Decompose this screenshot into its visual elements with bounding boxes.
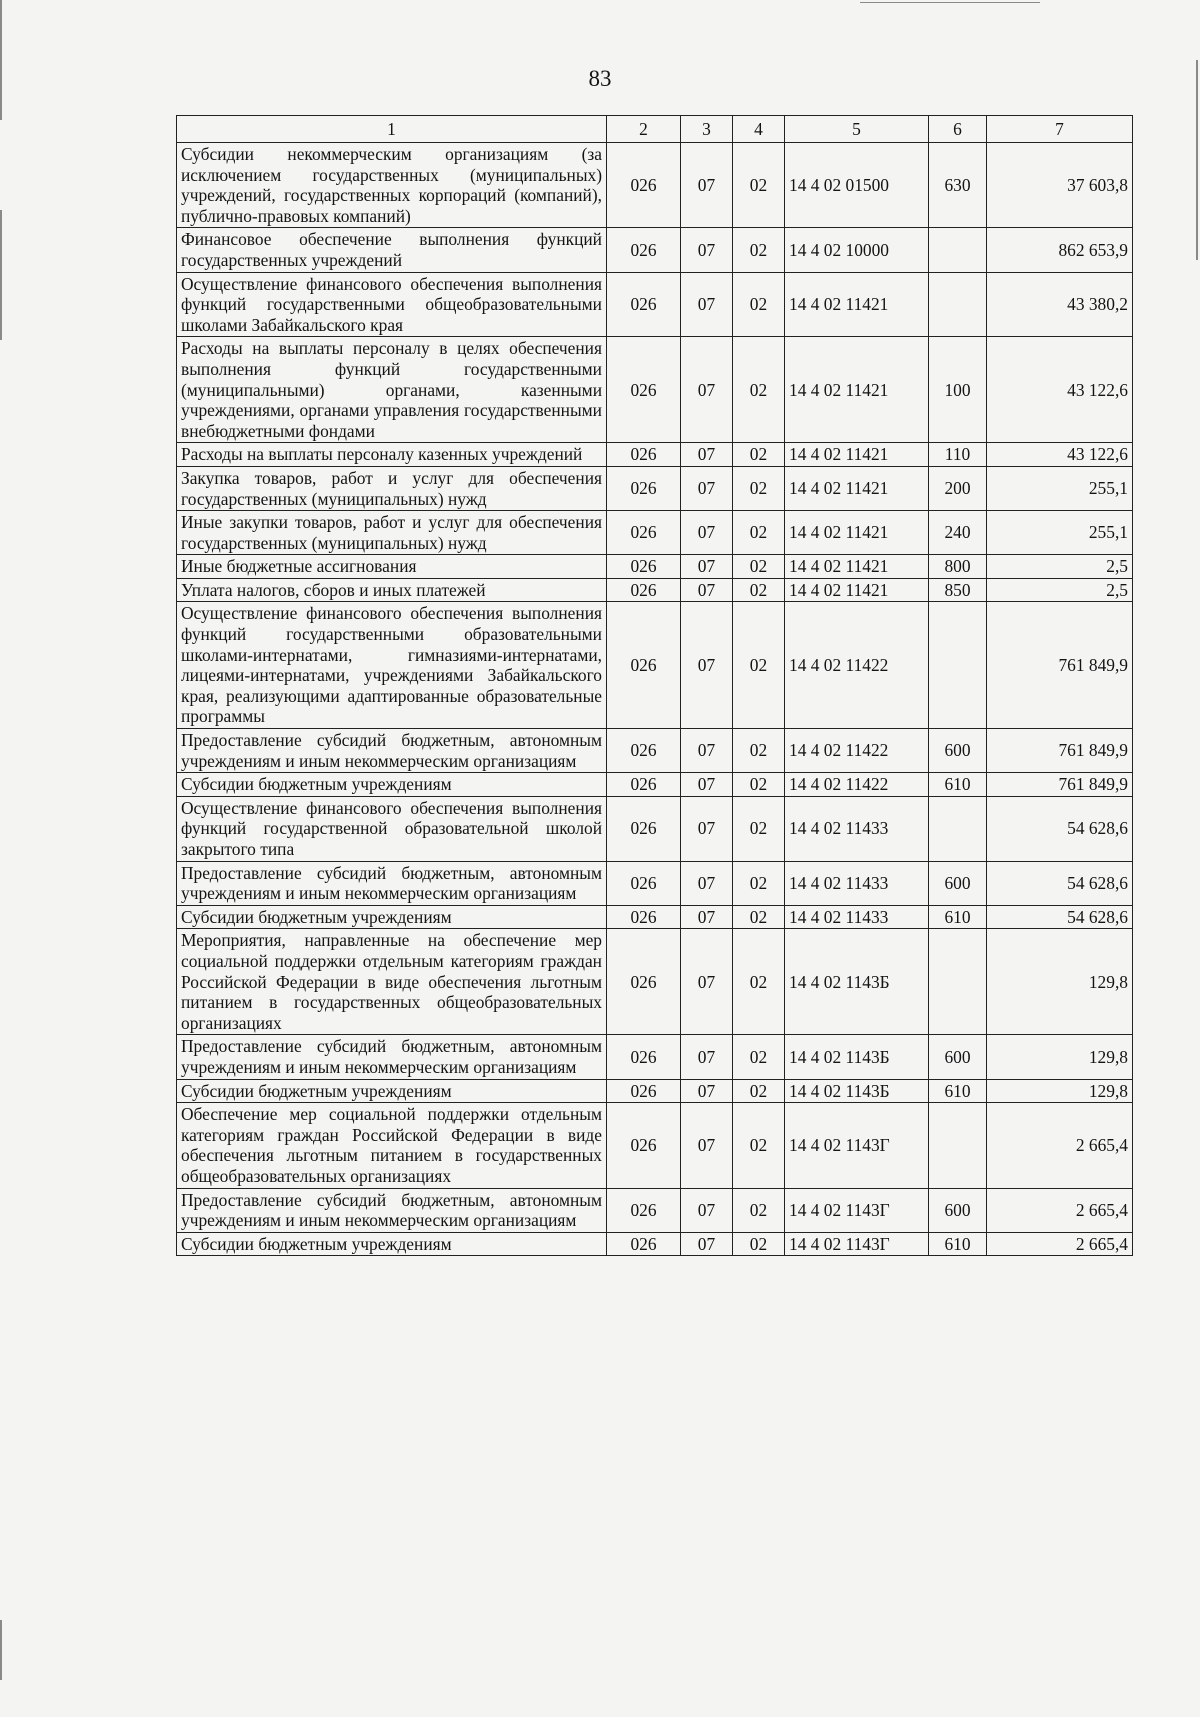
row-description: Предоставление субсидий бюджетным, автономным учреждениям и иным некоммерческим организациям — [177, 861, 607, 905]
table-row — [177, 555, 1133, 579]
target-article-code: 14 4 02 1143Г — [785, 1232, 929, 1256]
row-description: Осуществление финансового обеспечения выполнения функций государственными образовательными школами-интернатами, гимназиями-интернатами, лицеями-интернатами, учреждениями Забайкальского края, реализующими адаптированные образовательные программы — [177, 602, 607, 729]
expense-type-code: 800 — [929, 555, 987, 579]
row-description: Мероприятия, направленные на обеспечение мер социальной поддержки отдельным категориям граждан Российской Федерации в виде обеспечения льготным питанием в государственных общеобразовательных организациях — [177, 929, 607, 1035]
scan-edge-mark — [0, 210, 2, 340]
expense-type-code — [929, 602, 987, 729]
table-row — [177, 1188, 1133, 1232]
section-code: 07 — [681, 905, 733, 929]
ministry-code: 026 — [607, 905, 681, 929]
table-row — [177, 466, 1133, 510]
section-code: 07 — [681, 929, 733, 1035]
amount: 43 122,6 — [987, 443, 1133, 467]
amount: 761 849,9 — [987, 729, 1133, 773]
ministry-code: 026 — [607, 443, 681, 467]
row-description: Расходы на выплаты персоналу казенных учреждений — [177, 443, 607, 467]
table-row — [177, 1079, 1133, 1103]
expense-type-code — [929, 1103, 987, 1188]
subsection-code: 02 — [733, 1035, 785, 1079]
target-article-code: 14 4 02 11421 — [785, 272, 929, 337]
expense-type-code: 610 — [929, 1232, 987, 1256]
ministry-code: 026 — [607, 1232, 681, 1256]
amount: 862 653,9 — [987, 228, 1133, 272]
amount: 129,8 — [987, 1035, 1133, 1079]
row-description: Расходы на выплаты персоналу в целях обеспечения выполнения функций государственными (муниципальными) органами, казенными учреждениями, органами управления государственными внебюджетными фондами — [177, 337, 607, 443]
column-header: 5 — [785, 116, 929, 143]
target-article-code: 14 4 02 11433 — [785, 861, 929, 905]
expense-type-code: 610 — [929, 773, 987, 797]
amount: 2 665,4 — [987, 1188, 1133, 1232]
row-description: Уплата налогов, сборов и иных платежей — [177, 578, 607, 602]
target-article-code: 14 4 02 11422 — [785, 729, 929, 773]
ministry-code: 026 — [607, 143, 681, 228]
ministry-code: 026 — [607, 555, 681, 579]
row-description: Финансовое обеспечение выполнения функций государственных учреждений — [177, 228, 607, 272]
expense-type-code: 850 — [929, 578, 987, 602]
subsection-code: 02 — [733, 1079, 785, 1103]
subsection-code: 02 — [733, 773, 785, 797]
row-description: Закупка товаров, работ и услуг для обеспечения государственных (муниципальных) нужд — [177, 466, 607, 510]
table-row — [177, 337, 1133, 443]
row-description: Субсидии некоммерческим организациям (за исключением государственных (муниципальных) учреждений, государственных корпораций (компаний), публично-правовых компаний) — [177, 143, 607, 228]
expense-type-code — [929, 228, 987, 272]
subsection-code: 02 — [733, 511, 785, 555]
target-article-code: 14 4 02 11421 — [785, 578, 929, 602]
scan-edge-mark — [0, 0, 2, 120]
amount: 37 603,8 — [987, 143, 1133, 228]
amount: 761 849,9 — [987, 602, 1133, 729]
section-code: 07 — [681, 443, 733, 467]
expense-type-code: 200 — [929, 466, 987, 510]
ministry-code: 026 — [607, 861, 681, 905]
expense-type-code: 630 — [929, 143, 987, 228]
column-header: 1 — [177, 116, 607, 143]
amount: 255,1 — [987, 466, 1133, 510]
ministry-code: 026 — [607, 929, 681, 1035]
expense-type-code: 110 — [929, 443, 987, 467]
amount: 129,8 — [987, 929, 1133, 1035]
target-article-code: 14 4 02 11421 — [785, 466, 929, 510]
table-row — [177, 602, 1133, 729]
amount: 129,8 — [987, 1079, 1133, 1103]
target-article-code: 14 4 02 11433 — [785, 905, 929, 929]
expense-type-code: 100 — [929, 337, 987, 443]
amount: 2 665,4 — [987, 1232, 1133, 1256]
ministry-code: 026 — [607, 1079, 681, 1103]
row-description: Предоставление субсидий бюджетным, автономным учреждениям и иным некоммерческим организациям — [177, 1188, 607, 1232]
table-row — [177, 729, 1133, 773]
amount: 43 122,6 — [987, 337, 1133, 443]
ministry-code: 026 — [607, 466, 681, 510]
table-row — [177, 861, 1133, 905]
row-description: Предоставление субсидий бюджетным, автономным учреждениям и иным некоммерческим организациям — [177, 729, 607, 773]
amount: 54 628,6 — [987, 905, 1133, 929]
ministry-code: 026 — [607, 228, 681, 272]
subsection-code: 02 — [733, 466, 785, 510]
ministry-code: 026 — [607, 1188, 681, 1232]
row-description: Субсидии бюджетным учреждениям — [177, 773, 607, 797]
subsection-code: 02 — [733, 729, 785, 773]
subsection-code: 02 — [733, 143, 785, 228]
subsection-code: 02 — [733, 272, 785, 337]
subsection-code: 02 — [733, 1232, 785, 1256]
column-header: 3 — [681, 116, 733, 143]
target-article-code: 14 4 02 11421 — [785, 337, 929, 443]
row-description: Субсидии бюджетным учреждениям — [177, 1079, 607, 1103]
target-article-code: 14 4 02 1143Б — [785, 1035, 929, 1079]
target-article-code: 14 4 02 11433 — [785, 796, 929, 861]
table-row — [177, 272, 1133, 337]
section-code: 07 — [681, 602, 733, 729]
amount: 2,5 — [987, 578, 1133, 602]
ministry-code: 026 — [607, 1035, 681, 1079]
subsection-code: 02 — [733, 443, 785, 467]
row-description: Предоставление субсидий бюджетным, автономным учреждениям и иным некоммерческим организациям — [177, 1035, 607, 1079]
section-code: 07 — [681, 228, 733, 272]
subsection-code: 02 — [733, 228, 785, 272]
column-header: 2 — [607, 116, 681, 143]
row-description: Осуществление финансового обеспечения выполнения функций государственными общеобразовательными школами Забайкальского края — [177, 272, 607, 337]
amount: 761 849,9 — [987, 773, 1133, 797]
section-code: 07 — [681, 1103, 733, 1188]
section-code: 07 — [681, 1232, 733, 1256]
subsection-code: 02 — [733, 1188, 785, 1232]
target-article-code: 14 4 02 11421 — [785, 555, 929, 579]
ministry-code: 026 — [607, 1103, 681, 1188]
table-row — [177, 511, 1133, 555]
section-code: 07 — [681, 1079, 733, 1103]
subsection-code: 02 — [733, 796, 785, 861]
page-number: 83 — [588, 66, 612, 91]
target-article-code: 14 4 02 10000 — [785, 228, 929, 272]
row-description: Осуществление финансового обеспечения выполнения функций государственной образовательной школой закрытого типа — [177, 796, 607, 861]
section-code: 07 — [681, 578, 733, 602]
expense-type-code — [929, 796, 987, 861]
section-code: 07 — [681, 1035, 733, 1079]
ministry-code: 026 — [607, 511, 681, 555]
section-code: 07 — [681, 466, 733, 510]
column-header: 4 — [733, 116, 785, 143]
ministry-code: 026 — [607, 578, 681, 602]
table-row — [177, 228, 1133, 272]
table-header-row — [177, 116, 1133, 143]
target-article-code: 14 4 02 1143Б — [785, 1079, 929, 1103]
table-row — [177, 1035, 1133, 1079]
section-code: 07 — [681, 861, 733, 905]
table-row — [177, 929, 1133, 1035]
section-code: 07 — [681, 729, 733, 773]
column-header: 6 — [929, 116, 987, 143]
table-row — [177, 1232, 1133, 1256]
expense-type-code: 600 — [929, 729, 987, 773]
row-description: Иные закупки товаров, работ и услуг для обеспечения государственных (муниципальных) нужд — [177, 511, 607, 555]
section-code: 07 — [681, 773, 733, 797]
subsection-code: 02 — [733, 555, 785, 579]
section-code: 07 — [681, 143, 733, 228]
row-description: Субсидии бюджетным учреждениям — [177, 1232, 607, 1256]
subsection-code: 02 — [733, 578, 785, 602]
budget-table — [176, 115, 1133, 1256]
scan-edge-mark — [860, 2, 1040, 3]
row-description: Обеспечение мер социальной поддержки отдельным категориям граждан Российской Федерации в виде обеспечения льготным питанием в государственных общеобразовательных организациях — [177, 1103, 607, 1188]
target-article-code: 14 4 02 1143Г — [785, 1188, 929, 1232]
expense-type-code — [929, 272, 987, 337]
table-row — [177, 1103, 1133, 1188]
scan-edge-mark — [0, 1620, 2, 1680]
target-article-code: 14 4 02 11422 — [785, 602, 929, 729]
ministry-code: 026 — [607, 796, 681, 861]
ministry-code: 026 — [607, 729, 681, 773]
subsection-code: 02 — [733, 905, 785, 929]
amount: 2 665,4 — [987, 1103, 1133, 1188]
expense-type-code: 600 — [929, 1035, 987, 1079]
subsection-code: 02 — [733, 1103, 785, 1188]
section-code: 07 — [681, 337, 733, 443]
ministry-code: 026 — [607, 773, 681, 797]
expense-type-code: 240 — [929, 511, 987, 555]
subsection-code: 02 — [733, 602, 785, 729]
expense-type-code — [929, 929, 987, 1035]
expense-type-code: 600 — [929, 861, 987, 905]
subsection-code: 02 — [733, 929, 785, 1035]
expense-type-code: 600 — [929, 1188, 987, 1232]
target-article-code: 14 4 02 11421 — [785, 511, 929, 555]
target-article-code: 14 4 02 1143Г — [785, 1103, 929, 1188]
amount: 255,1 — [987, 511, 1133, 555]
subsection-code: 02 — [733, 861, 785, 905]
target-article-code: 14 4 02 01500 — [785, 143, 929, 228]
column-header: 7 — [987, 116, 1133, 143]
target-article-code: 14 4 02 11421 — [785, 443, 929, 467]
target-article-code: 14 4 02 1143Б — [785, 929, 929, 1035]
table-row — [177, 773, 1133, 797]
amount: 54 628,6 — [987, 861, 1133, 905]
table-row — [177, 796, 1133, 861]
expense-type-code: 610 — [929, 1079, 987, 1103]
amount: 54 628,6 — [987, 796, 1133, 861]
ministry-code: 026 — [607, 337, 681, 443]
table-row — [177, 143, 1133, 228]
ministry-code: 026 — [607, 602, 681, 729]
section-code: 07 — [681, 796, 733, 861]
ministry-code: 026 — [607, 272, 681, 337]
section-code: 07 — [681, 1188, 733, 1232]
target-article-code: 14 4 02 11422 — [785, 773, 929, 797]
section-code: 07 — [681, 555, 733, 579]
amount: 43 380,2 — [987, 272, 1133, 337]
section-code: 07 — [681, 511, 733, 555]
expense-type-code: 610 — [929, 905, 987, 929]
subsection-code: 02 — [733, 337, 785, 443]
table-row — [177, 905, 1133, 929]
table-row — [177, 443, 1133, 467]
table-row — [177, 578, 1133, 602]
section-code: 07 — [681, 272, 733, 337]
row-description: Иные бюджетные ассигнования — [177, 555, 607, 579]
amount: 2,5 — [987, 555, 1133, 579]
row-description: Субсидии бюджетным учреждениям — [177, 905, 607, 929]
